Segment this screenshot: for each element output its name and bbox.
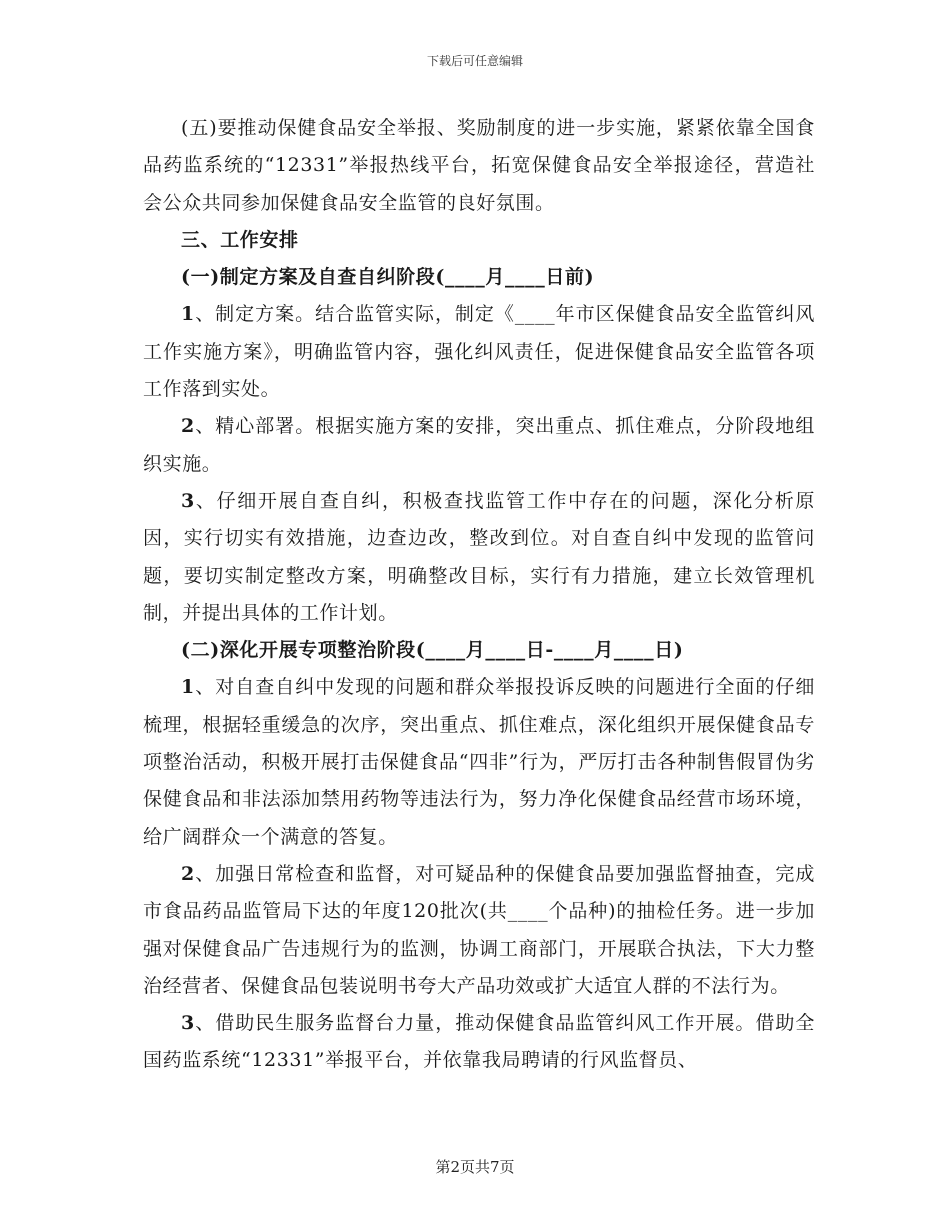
subsection-heading-special-rectification: (二)深化开展专项整治阶段(____月____日-____月____日) [181,639,684,662]
paragraph-5-report-system: (五)要推动保健食品安全举报、奖励制度的进一步实施，紧紧依靠全国食品药监系统的“12331”举报热线平台，拓宽保健食品安全举报途径，营造社会公众共同参加保健食品安全监管的良好氛围。 [143,117,815,214]
page-header: 下载后可任意编辑 [426,54,523,68]
subsection-heading-self-inspection: (一)制定方案及自查自纠阶段(____月____日前) [181,266,595,289]
item-2-daily-inspection: 2、加强日常检查和监督，对可疑品种的保健食品要加强监督抽查，完成市食品药品监管局下达的年度120批次(共____个品种)的抽检任务。进一步加强对保健食品广告违规行为的监测，协调工商部门，开展联合执法，下大力整治经营者、保健食品包装说明书夸大产品功效或扩大适宜人群的不法行为。 [143,862,815,997]
document-body [143,110,815,1080]
item-1-sort-issues: 1、对自查自纠中发现的问题和群众举报投诉反映的问题进行全面的仔细梳理，根据轻重缓急的次序，突出重点、抓住难点，深化组织开展保健食品专项整治活动，积极开展打击保健食品“四非”行为，严厉打击各种制售假冒伪劣保健食品和非法添加禁用药物等违法行为，努力净化保健食品经营市场环境，给广阔群众一个满意的答复。 [143,676,815,848]
page-footer-page-number: 第2页共7页 [435,1158,515,1176]
item-1-make-plan: 1、制定方案。结合监管实际，制定《____年市区保健食品安全监管纠风工作实施方案》，明确监管内容，强化纠风责任，促进保健食品安全监管各项工作落到实处。 [143,303,815,401]
item-3-self-check: 3、仔细开展自查自纠，积极查找监管工作中存在的问题，深化分析原因，实行切实有效措施，边查边改，整改到位。对自查自纠中发现的监管问题，要切实制定整改方案，明确整改目标，实行有力措施，建立长效管理机制，并提出具体的工作计划。 [143,489,815,624]
section-heading-work-arrangement: 三、工作安排 [181,228,299,251]
item-2-deployment: 2、精心部署。根据实施方案的安排，突出重点、抓住难点，分阶段地组织实施。 [143,415,815,475]
item-3-public-supervision: 3、借助民生服务监督台力量，推动保健食品监管纠风工作开展。借助全国药监系统“12331”举报平台，并依靠我局聘请的行风监督员、 [143,1012,815,1072]
